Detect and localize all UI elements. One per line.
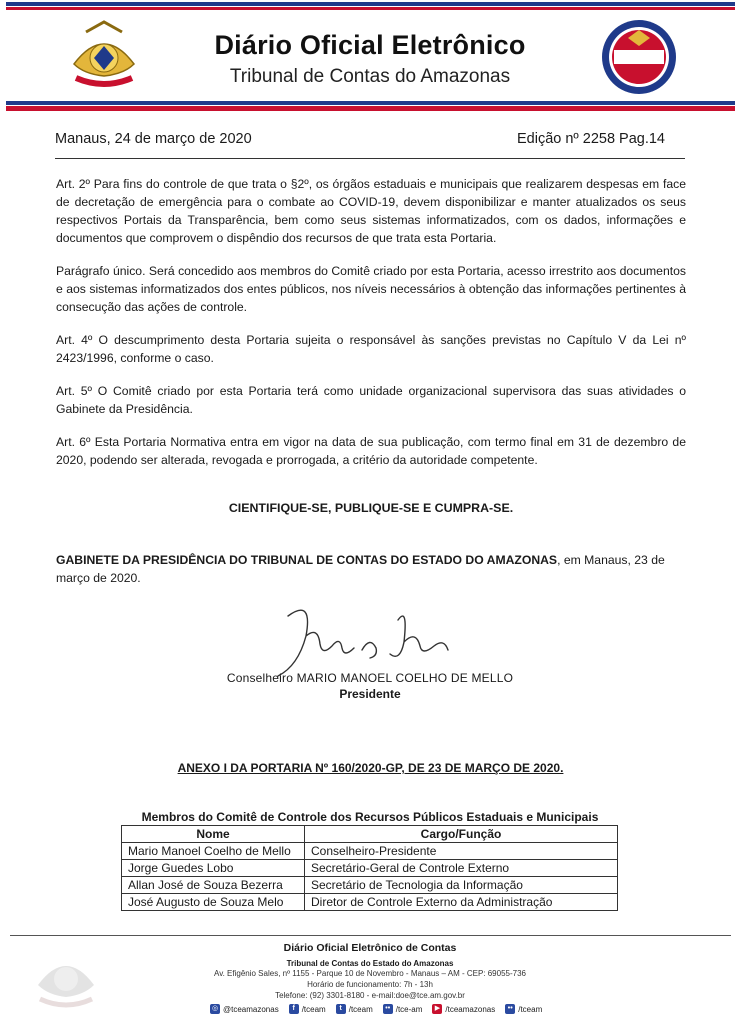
social-flickr[interactable]: •• /tce-am [383, 1004, 423, 1014]
member-name: José Augusto de Souza Melo [122, 894, 305, 911]
masthead-title: Diário Oficial Eletrônico [214, 30, 526, 60]
members-table-caption: Membros do Comitê de Controle dos Recursos Públicos Estaduais e Municipais [141, 810, 599, 824]
footer-coat-of-arms-icon [30, 943, 102, 1013]
footer-divider [10, 935, 731, 936]
footer-contact: Telefone: (92) 3301-8180 - e-mail:doe@tce.am.gov.br [275, 991, 465, 1000]
social-links [210, 1004, 542, 1014]
edition-number: Edição nº 2258 Pag.14 [517, 131, 665, 147]
table-row [122, 877, 618, 894]
gabinete-statement [56, 551, 686, 587]
column-header-cargo: Cargo/Função [305, 826, 618, 843]
footer-address: Av. Efigênio Sales, nº 1155 - Parque 10 de Novembro - Manaus – AM - CEP: 69055-736 [214, 969, 526, 978]
social-facebook[interactable]: f /tceam [289, 1004, 326, 1014]
member-role: Secretário de Tecnologia da Informação [305, 877, 618, 894]
signatory-role: Presidente [339, 687, 401, 701]
table-row [122, 894, 618, 911]
footer-hours: Horário de funcionamento: 7h - 13h [307, 980, 433, 989]
amazonas-coat-of-arms-icon [64, 18, 144, 96]
facebook-icon: f [289, 1004, 299, 1014]
top-blue-rule [6, 2, 735, 6]
document-body [56, 175, 686, 515]
table-row [122, 860, 618, 877]
closing-formula: CIENTIFIQUE-SE, PUBLIQUE-SE E CUMPRA-SE. [228, 501, 514, 515]
table-header-row [122, 826, 618, 843]
handwritten-signature [258, 596, 468, 682]
member-name: Mario Manoel Coelho de Mello [122, 843, 305, 860]
masthead-red-band [6, 106, 735, 111]
instagram-icon: ◎ [211, 1005, 219, 1012]
social-instagram[interactable]: ◎ @tceamazonas [211, 1004, 279, 1014]
article-6: Art. 6º Esta Portaria Normativa entra em vigor na data de sua publicação, com termo final em 31 de dezembro de 2020, podendo ser alterada, revogada e prorrogada, a critério da autoridade competente. [56, 435, 686, 467]
twitter-icon: t [336, 1004, 346, 1014]
member-name: Jorge Guedes Lobo [122, 860, 305, 877]
social-twitter[interactable]: t /tceam [336, 1004, 373, 1014]
publication-date: Manaus, 24 de março de 2020 [55, 131, 252, 147]
member-role: Secretário-Geral de Controle Externo [305, 860, 618, 877]
social-youtube[interactable]: ▶ /tceamazonas [432, 1004, 495, 1014]
sole-paragraph: Parágrafo único. Será concedido aos membros do Comitê criado por esta Portaria, acesso irrestrito aos documentos e aos sistemas informatizados dos entes públicos, nos níveis necessários à obtenção das informações pertinentes à consecução das ações de controle. [56, 264, 686, 314]
member-role: Conselheiro-Presidente [305, 843, 618, 860]
flickr-icon: •• [383, 1004, 393, 1014]
flickr-icon: •• [505, 1004, 515, 1014]
top-red-rule [6, 7, 735, 10]
article-2: Art. 2º Para fins do controle de que trata o §2º, os órgãos estaduais e municipais que realizarem despesas em face de decretação de emergência para o combate ao COVID-19, devem disponibilizar e manter atualizados os seus respectivos Portais da Transparência, bem como seus sistemas informatizados, com os dados, informações e documentos que comprovem o dispêndio dos recursos de que trata esta Portaria. [56, 177, 686, 245]
dateline-divider [55, 158, 685, 159]
masthead-subtitle: Tribunal de Contas do Amazonas [229, 66, 511, 87]
column-header-nome: Nome [122, 826, 305, 843]
gabinete-rest: , em Manaus, 23 de março de 2020. [56, 553, 665, 585]
article-5: Art. 5º O Comitê criado por esta Portaria terá como unidade organizacional supervisora das suas atividades o Gabinete da Presidência. [56, 384, 686, 416]
article-4: Art. 4º O descumprimento desta Portaria sujeita o responsável às sanções previstas no Capítulo V da Lei nº 2423/1996, conforme o caso. [56, 333, 686, 365]
table-row [122, 843, 618, 860]
footer-org: Tribunal de Contas do Estado do Amazonas [286, 959, 454, 968]
footer-title: Diário Oficial Eletrônico de Contas [283, 942, 457, 954]
masthead-blue-band [6, 101, 735, 105]
signatory-name: Conselheiro MARIO MANOEL COELHO DE MELLO [226, 671, 514, 685]
member-role: Diretor de Controle Externo da Administração [305, 894, 618, 911]
youtube-icon: ▶ [432, 1004, 442, 1014]
member-name: Allan José de Souza Bezerra [122, 877, 305, 894]
social-flickr-2[interactable]: •• /tceam [505, 1004, 542, 1014]
gabinete-bold: GABINETE DA PRESIDÊNCIA DO TRIBUNAL DE CONTAS DO ESTADO DO AMAZONAS [56, 553, 558, 567]
annex-title: ANEXO I DA PORTARIA Nº 160/2020-GP, DE 23 DE MARÇO DE 2020. [177, 761, 564, 775]
iso-certification-seal-icon [600, 18, 678, 96]
members-table [121, 825, 618, 911]
